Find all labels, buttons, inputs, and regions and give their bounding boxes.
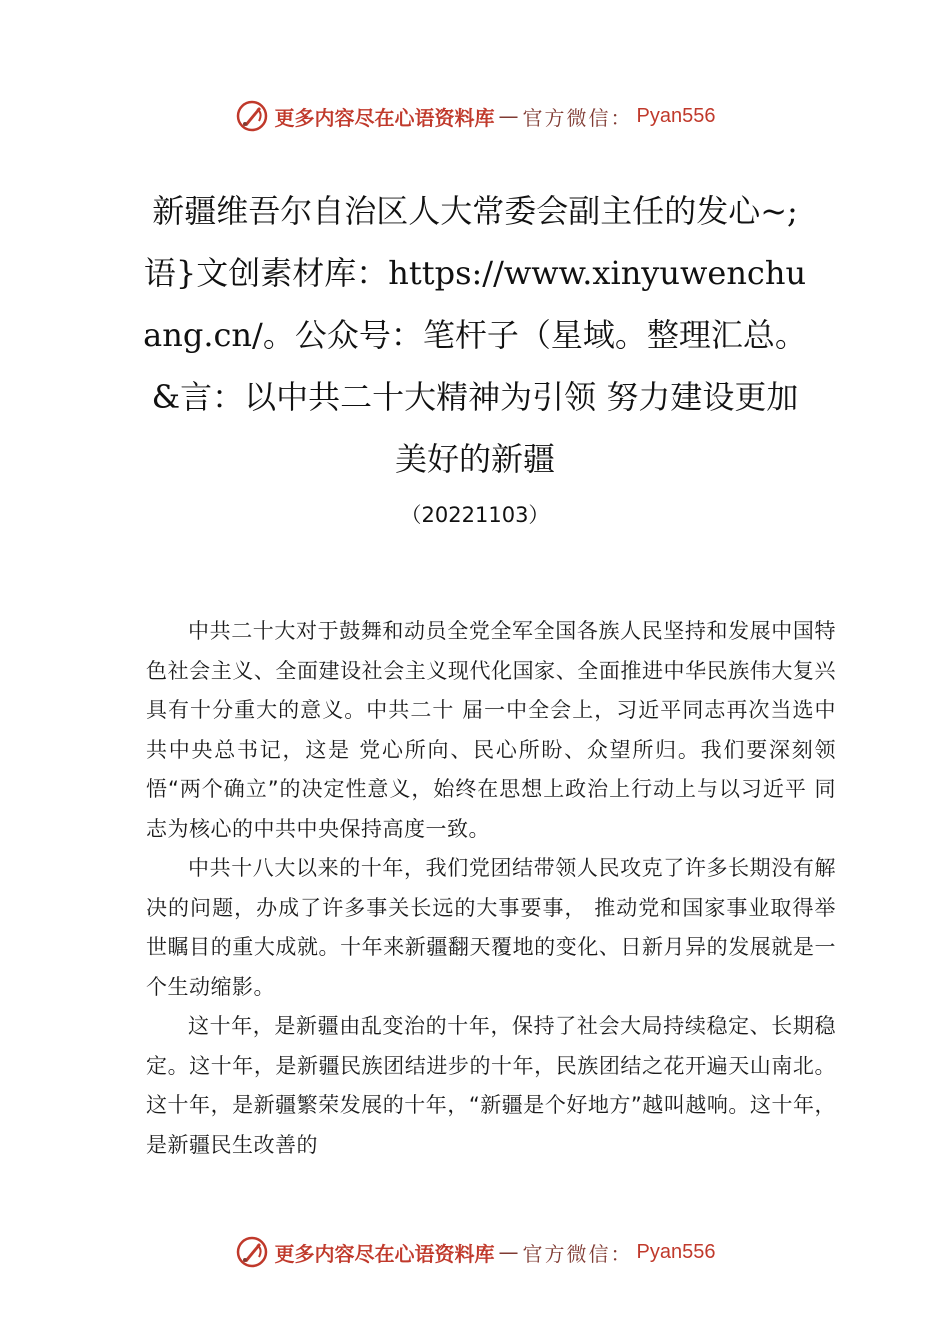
quill-logo-icon: [235, 99, 269, 133]
banner-dash: —: [498, 104, 519, 128]
document-body: [146, 612, 836, 1165]
banner-official-label: 官方微信：: [522, 105, 633, 130]
banner-wechat-id: Pyan556: [636, 1240, 716, 1263]
banner-wechat-id: Pyan556: [636, 104, 716, 127]
header-watermark-banner: [0, 96, 950, 136]
banner-brand: 更多内容尽在心语资料库: [274, 105, 495, 130]
footer-watermark-banner: [0, 1232, 950, 1272]
banner-official-label: 官方微信：: [522, 1241, 633, 1266]
body-paragraph: 中共二十大对于鼓舞和动员全党全军全国各族人民坚持和发展中国特色社会主义、全面建设社会主义现代化国家、全面推进中华民族伟大复兴具有十分重大的意义。中共二十 届一中全会上，习近平同志再次当选中共中央总书记，这是 党心所向、民心所盼、众望所归。我们要深刻领悟“两个确立”的决定性意义，始终在思想上政治上行动上与以习近平 同志为核心的中共中央保持高度一致。: [146, 619, 836, 841]
quill-logo-icon: [235, 1235, 269, 1269]
body-paragraph: 中共十八大以来的十年，我们党团结带领人民攻克了许多长期没有解决的问题，办成了许多事关长远的大事要事， 推动党和国家事业取得举世瞩目的重大成就。十年来新疆翻天覆地的变化、日新月异的发展就是一个生动缩影。: [146, 856, 836, 999]
body-paragraph: 这十年，是新疆由乱变治的十年，保持了社会大局持续稳定、长期稳定。这十年，是新疆民族团结进步的十年，民族团结之花开遍天山南北。这十年，是新疆繁荣发展的十年，“新疆是个好地方”越叫越响。这十年，是新疆民生改善的: [146, 1014, 836, 1157]
banner-brand: 更多内容尽在心语资料库: [274, 1241, 495, 1266]
document-date: （20221103）: [400, 503, 550, 527]
banner-dash: —: [498, 1240, 519, 1264]
document-title: 新疆维吾尔自治区人大常委会副主任的发心~;语}文创素材库：https://www.xinyuwenchuang.cn/。公众号：笔杆子（星域。整理汇总。&言：以中共二十大精神为引领 努力建设更加美好的新疆: [143, 192, 807, 478]
